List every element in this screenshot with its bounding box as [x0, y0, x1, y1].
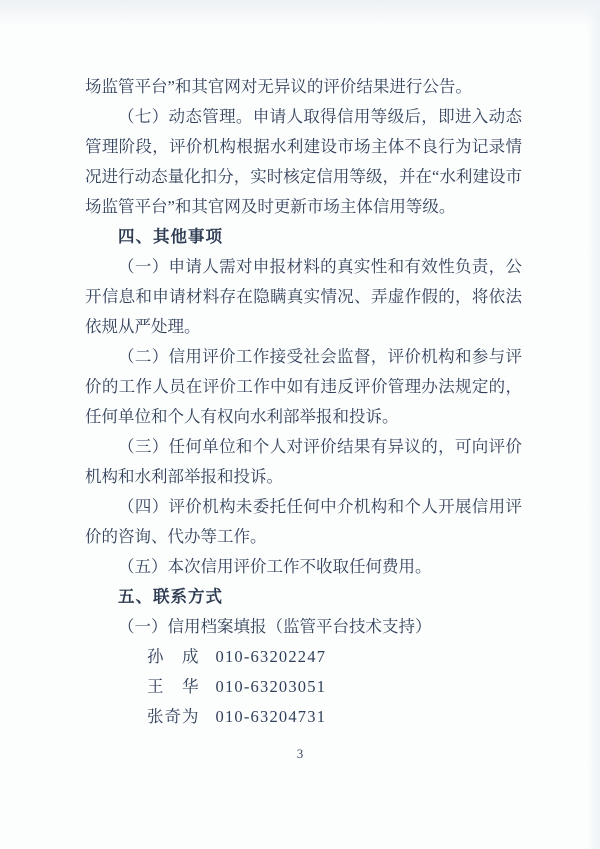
- contact-line: [85, 672, 522, 702]
- contact-name: 王 华: [147, 677, 200, 696]
- contact-phone: 010-63203051: [215, 677, 327, 696]
- paragraph: （一）信用档案填报（监管平台技术支持）: [118, 617, 432, 636]
- paragraph: （二）信用评价工作接受社会监督，评价机构和参与评价的工作人员在评价工作中如有违反评价管理办法规定的，任何单位和个人有权向水利部举报和投诉。: [85, 347, 522, 426]
- contact-phone: 010-63204731: [215, 707, 327, 726]
- contact-line: [85, 702, 522, 732]
- section-heading: 五、联系方式: [118, 588, 223, 606]
- paragraph: 场监管平台”和其官网对无异议的评价结果进行公告。: [85, 77, 472, 96]
- page-number: 3: [296, 746, 304, 761]
- paragraph: （四）评价机构未委托任何中介机构和个人开展信用评价的咨询、代办等工作。: [85, 497, 522, 546]
- paragraph: （七）动态管理。申请人取得信用等级后，即进入动态管理阶段，评价机构根据水利建设市场主体不良行为记录情况进行动态量化扣分，实时核定信用等级，并在“水利建设市场监管平台”和其官网及时更新市场主体信用等级。: [85, 107, 522, 216]
- section-heading: 四、其他事项: [118, 228, 223, 246]
- paragraph: （三）任何单位和个人对评价结果有异议的，可向评价机构和水利部举报和投诉。: [85, 437, 522, 486]
- contact-phone: 010-63202247: [215, 647, 327, 666]
- paragraph: （一）申请人需对申报材料的真实性和有效性负责，公开信息和申请材料存在隐瞒真实情况、弄虚作假的，将依法依规从严处理。: [85, 257, 522, 336]
- contact-name: 孙 成: [147, 647, 200, 666]
- contact-line: [85, 642, 522, 672]
- document-body: [85, 72, 522, 732]
- paragraph: （五）本次信用评价工作不收取任何费用。: [118, 557, 432, 576]
- contact-name: 张奇为: [147, 707, 200, 726]
- scan-artifact-top: [0, 0, 600, 26]
- scan-artifact-right: [587, 0, 600, 849]
